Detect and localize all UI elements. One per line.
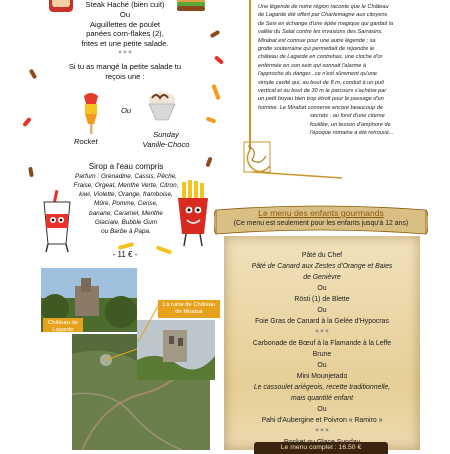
legend-line: enfermée en son sein qui sonnait l'alarme à	[258, 62, 367, 69]
legend-line: l'approche du danger...ce n'est sûrement qu'une	[258, 71, 377, 78]
legend-line: Une légende de notre région raconte que le Château	[258, 4, 389, 10]
drink-line: Mûre, Pomme, Cerise,	[94, 200, 158, 208]
menu-body	[234, 250, 410, 448]
decor-sprinkle	[210, 30, 221, 38]
soda-mascot-icon	[38, 190, 78, 254]
decor-sprinkle	[206, 116, 217, 123]
drink-line: Glaciale, Bubble Gum	[94, 218, 158, 226]
drink-line: kiwi, Violette, Orange, framboise,	[79, 191, 173, 199]
drink-line: Parfum : Grenadine, Cassis, Pêche,	[75, 172, 177, 180]
menu-line: Foie Gras de Canard à la Gelée d'Hypocras	[255, 318, 389, 325]
menu-line: Pâté de Canard aux Zestes d'Orange et Baies	[251, 263, 393, 270]
separator: ✶✶✶	[314, 428, 330, 434]
dessert-or: Ou	[121, 106, 132, 115]
menu-line: Le cassoulet ariégeois, recette traditionnelle,	[253, 384, 391, 391]
drink-title: Sirop a l'eau compris	[88, 162, 164, 171]
dessert-sunday-label	[136, 130, 196, 150]
main-dish-block	[40, 0, 210, 81]
decor-sprinkle	[205, 157, 212, 168]
label-lagarde: Château de Lagarde	[43, 318, 83, 332]
legend-line: vertical et au bout de 30 m le parcours s'achève par	[258, 88, 387, 95]
decor-sprinkle	[214, 55, 224, 64]
menu-line: Ou	[317, 406, 327, 413]
dessert-intro: Si tu as mangé la petite salade tu	[68, 61, 182, 71]
legend-line: de Seix en échange d'une épée magique qui gardait la	[258, 20, 394, 27]
menu-line: Ou	[317, 285, 327, 292]
separator: ✶✶✶	[117, 49, 133, 56]
menu-line: mais quantité enfant	[290, 395, 354, 402]
menu-line: Brune	[312, 351, 332, 358]
menu-subtitle: (Ce menu est seulement pour les enfants jusqu'à 12 ans)	[233, 220, 409, 227]
legend-line: fouillée, un tesson d'amphore de	[310, 121, 391, 128]
sunday-icon	[144, 90, 180, 124]
sunday-line: Sunday	[153, 130, 179, 139]
legend-line: secrets : au fond d'une citerne	[310, 113, 385, 120]
menu-line: de Genièvre	[303, 274, 341, 281]
decor-sprinkle	[29, 69, 37, 80]
drink-line: Fraise, Orgeat, Menthe Verte, Citron,	[73, 182, 179, 189]
dessert-rocket-label: Rocket	[74, 137, 98, 146]
main-line: panées corn-flakes (2),	[86, 29, 164, 39]
lagarde-castle-photo	[41, 268, 137, 332]
main-line: Ou	[119, 9, 131, 19]
label-mirabat: La ruine de Château de Mirabat	[158, 300, 220, 318]
fries-mascot-icon	[174, 180, 212, 250]
menu-footer-price: Le menu complet : 16.50 €	[254, 442, 388, 454]
menu-line: Ou	[317, 362, 327, 369]
legend-panel	[242, 0, 440, 185]
menu-line: Rösti (1) de Blette	[294, 296, 350, 303]
legend-line: vallée du Salat contre les invasions des Sarrasins.	[258, 29, 383, 36]
dessert-intro: reçois une :	[105, 71, 145, 81]
decor-fry	[211, 84, 220, 100]
menu-line: Carbonade de Bœuf à la Flamande à la Leffe	[252, 340, 392, 347]
decor-sprinkle	[22, 117, 31, 127]
legend-line: château de Lagarde en contrebas, une cloche d'or	[258, 54, 383, 61]
main-line: Steak Haché (bien cuit)	[85, 0, 165, 9]
legend-line: un petit boyau bien trop étroit pour le passage d'un	[258, 96, 384, 103]
kids-gourmet-menu-scroll	[214, 204, 428, 450]
legend-line: l'époque romaine a été retrouvé...	[310, 130, 394, 137]
main-line: frites et une petite salade.	[81, 39, 169, 49]
kids-price: - 11 € -	[112, 250, 138, 259]
menu-line: Pâté du Chef	[301, 252, 343, 259]
legend-line: Mirabat est connue pour une autre légende ; sa	[258, 37, 376, 44]
sunday-line: Vanille-Choco	[142, 139, 190, 149]
main-line: Aiguillettes de poulet	[89, 19, 161, 29]
legend-line: simple cavité qui, au bout de 8 m, conduit à un puit	[258, 79, 384, 86]
decor-sprinkle	[28, 167, 34, 178]
drink-line: ou Barbe à Papa.	[101, 228, 151, 236]
callout-line-icon	[136, 304, 160, 344]
rocket-ice-icon	[78, 92, 104, 136]
legend-line: de Lagarde été offert par Charlemagne aux citoyens	[258, 12, 388, 19]
legend-text	[258, 3, 434, 138]
menu-line: Pahi d'Aubergine et Poivron « Ramiro »	[261, 417, 383, 424]
drink-line: banane, Caramel, Menthe	[89, 209, 163, 217]
decor-fry	[118, 242, 134, 250]
menu-line: Mini Mounjetado	[296, 373, 348, 380]
legend-line: homme. Le Mirabat conserve encore beaucoup de	[258, 104, 384, 111]
menu-title: Le menu des enfants gourmands	[258, 208, 384, 218]
separator: ✶✶✶	[314, 329, 330, 335]
legend-line: grotte souterraine qui permettait de rejoindre le	[258, 46, 375, 53]
menu-line: Ou	[317, 307, 327, 314]
